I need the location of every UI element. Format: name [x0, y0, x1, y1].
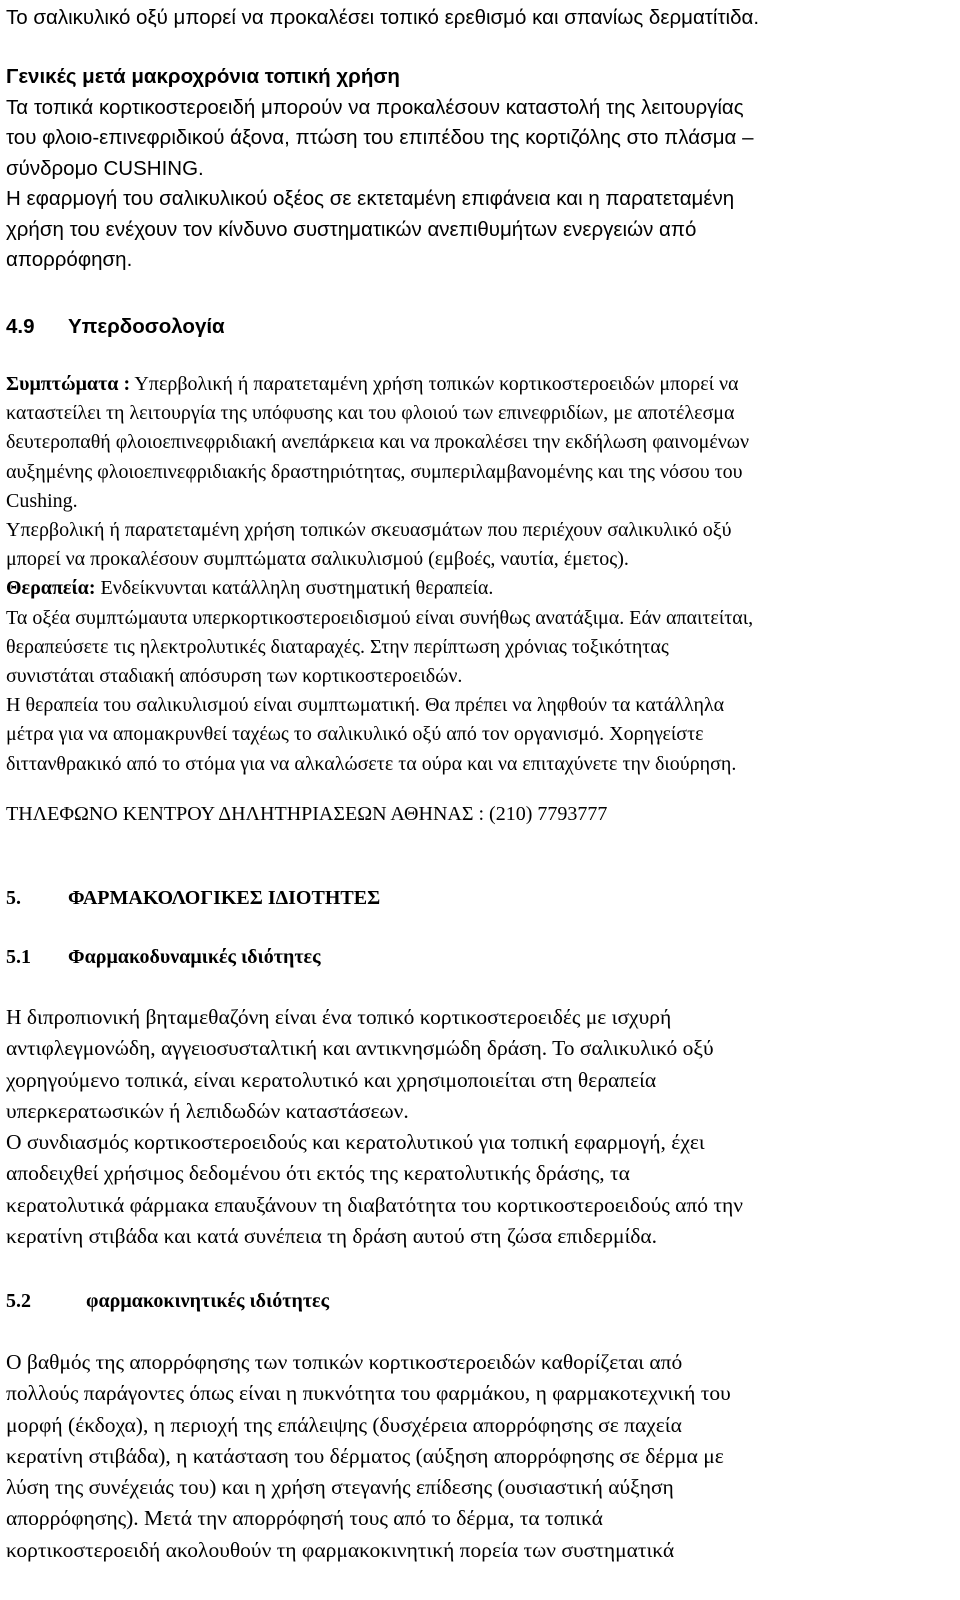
overdose-line: μπορεί να προκαλέσουν συμπτώματα σαλικυλισμού (εμβοές, ναυτία, έμετος). [6, 548, 629, 571]
section-number: 5. [6, 887, 21, 909]
pharmacodynamics-line: Ο συνδιασμός κορτικοστεροειδούς και κερατολυτικού για τοπική εφαρμογή, έχει [6, 1130, 705, 1155]
section-5-2-body [6, 1347, 952, 1566]
section-title: Υπερδοσολογία [68, 315, 225, 338]
pharmacodynamics-line: κερατίνη στιβάδα και κατά συνέπεια τη δράση αυτού στη ζώσα επιδερμίδα. [6, 1224, 658, 1249]
overdose-line: Τα οξέα συμπτώμαυτα υπερκορτικοστεροειδισμού είναι συνήθως ανατάξιμα. Εάν απαιτείται, [6, 606, 754, 629]
overdose-line: συνιστάται σταδιακή απόσυρση των κορτικοστεροειδών. [6, 665, 463, 688]
pharmacokinetics-line: κερατίνη στιβάδα), η κατάσταση του δέρματος (αύξηση απορρόφησης σε δέρμα με [6, 1443, 724, 1468]
long-term-heading: Γενικές μετά μακροχρόνια τοπική χρήση [6, 65, 400, 88]
long-term-line: του φλοιο-επινεφριδικού άξονα, πτώση του επιπέδου της κορτιζόλης στο πλάσμα – [6, 126, 754, 149]
overdose-line: Cushing. [6, 489, 78, 512]
intro-line: Το σαλικυλικό οξύ μπορεί να προκαλέσει τοπικό ερεθισμό και σπανίως δερματίτιδα. [6, 6, 760, 29]
overdose-line: αυξημένης φλοιοεπινεφριδιακής δραστηριότητας, συμπεριλαμβανομένης και της νόσου του [6, 460, 743, 483]
therapy-text: Ενδείκνυνται κατάλληλη συστηματική θεραπεία. [95, 577, 494, 600]
pharmacodynamics-line: υπερκερατωσικών ή λεπιδωδών καταστάσεων. [6, 1098, 409, 1123]
poison-center-phone [6, 800, 952, 829]
pharmacokinetics-line: λύση της συνέχειάς του) και η χρήση στεγανής επίδεσης (ουσιαστική αύξηση [6, 1475, 674, 1500]
intro-paragraph [6, 3, 952, 34]
section-number: 5.2 [6, 1290, 31, 1312]
section-number: 5.1 [6, 946, 31, 968]
overdose-line: Η θεραπεία του σαλικυλισμού είναι συμπτωματική. Θα πρέπει να ληφθούν τα κατάλληλα [6, 694, 725, 717]
pharmacodynamics-line: Η διπροπιονική βηταμεθαζόνη είναι ένα τοπικό κορτικοστεροειδές με ισχυρή [6, 1005, 672, 1029]
therapy-label: Θεραπεία: [6, 577, 96, 600]
pharmacokinetics-line: πολλούς παράγοντες όπως είναι η πυκνότητα του φαρμάκου, η φαρμακοτεχνική του [6, 1381, 731, 1406]
symptoms-label: Συμπτώματα : [6, 373, 131, 395]
overdose-line: Υπερβολική ή παρατεταμένη χρήση τοπικών σκευασμάτων που περιέχουν σαλικυλικό οξύ [6, 519, 732, 542]
pharmacodynamics-line: κερατολυτικά φάρμακα επαυξάνουν τη διαβατότητα του κορτικοστεροειδούς από την [6, 1192, 743, 1217]
section-title: φαρμακοκινητικές ιδιότητες [86, 1290, 330, 1312]
long-term-line: σύνδρομο CUSHING. [6, 156, 204, 180]
section-4-9-heading [6, 312, 952, 343]
section-5-1-heading [6, 943, 952, 972]
overdose-line: μέτρα για να απομακρυνθεί ταχέως το σαλικυλικό οξύ από τον οργανισμό. Χορηγείστε [6, 723, 704, 746]
pharmacokinetics-line: απορρόφησης). Μετά την απορρόφησή τους από το δέρμα, τα τοπικά [6, 1506, 603, 1531]
pharmacokinetics-line: κορτικοστεροειδή ακολουθούν τη φαρμακοκινητική πορεία των συστηματικά [6, 1537, 675, 1562]
overdose-line: καταστείλει τη λειτουργία της υπόφυσης και του φλοιού των επινεφριδίων, με αποτέλεσμα [6, 402, 735, 425]
overdose-line: διττανθρακικό από το στόμα για να αλκαλώσετε τα ούρα και να επιταχύνετε την διούρηση. [6, 752, 737, 775]
long-term-line: απορρόφηση. [6, 248, 133, 271]
pharmacodynamics-line: αποδειχθεί χρήσιμος δεδομένου ότι εκτός της κερατολυτικής δράσης, τα [6, 1161, 630, 1186]
long-term-line: Η εφαρμογή του σαλικυλικού οξέος σε εκτεταμένη επιφάνεια και η παρατεταμένη [6, 187, 735, 210]
overdose-body [6, 370, 952, 779]
pharmacodynamics-line: αντιφλεγμονώδη, αγγειοσυσταλτική και αντικνησμώδη δράση. Το σαλικυλικό οξύ [6, 1036, 714, 1061]
overdose-line: δευτεροπαθή φλοιοεπινεφριδιακή ανεπάρκεια και να προκαλέσει την εκδήλωση φαινομένων [6, 431, 750, 454]
pharmacokinetics-line: μορφή (έκδοχα), η περιοχή της επάλειψης (δυσχέρεια απορρόφησης σε παχεία [6, 1412, 682, 1437]
section-5-heading [6, 884, 952, 913]
overdose-line: θεραπεύσετε τις ηλεκτρολυτικές διαταραχές. Στην περίπτωση χρόνιας τοξικότητας [6, 635, 669, 658]
section-number: 4.9 [6, 315, 35, 338]
symptoms-text: Υπερβολική ή παρατεταμένη χρήση τοπικών κορτικοστεροειδών μπορεί να [134, 373, 739, 395]
section-5-1-body [6, 1002, 952, 1252]
long-term-line: Τα τοπικά κορτικοστεροειδή μπορούν να προκαλέσουν καταστολή της λειτουργίας [6, 95, 744, 119]
long-term-section [6, 62, 952, 276]
section-title: ΦΑΡΜΑΚΟΛΟΓΙΚΕΣ ΙΔΙΟΤΗΤΕΣ [68, 887, 381, 909]
long-term-line: χρήση του ενέχουν τον κίνδυνο συστηματικών ανεπιθυμήτων ενεργειών από [6, 217, 697, 241]
section-5-2-heading [6, 1287, 952, 1316]
pharmacokinetics-line: Ο βαθμός της απορρόφησης των τοπικών κορτικοστεροειδών καθορίζεται από [6, 1350, 683, 1374]
section-title: Φαρμακοδυναμικές ιδιότητες [68, 946, 321, 968]
pharmacodynamics-line: χορηγούμενο τοπικά, είναι κερατολυτικό και χρησιμοποιείται στη θεραπεία [6, 1067, 657, 1092]
phone-line: ΤΗΛΕΦΩΝΟ ΚΕΝΤΡΟΥ ΔΗΛΗΤΗΡΙΑΣΕΩΝ ΑΘΗΝΑΣ : (210) 7793777 [6, 803, 608, 825]
